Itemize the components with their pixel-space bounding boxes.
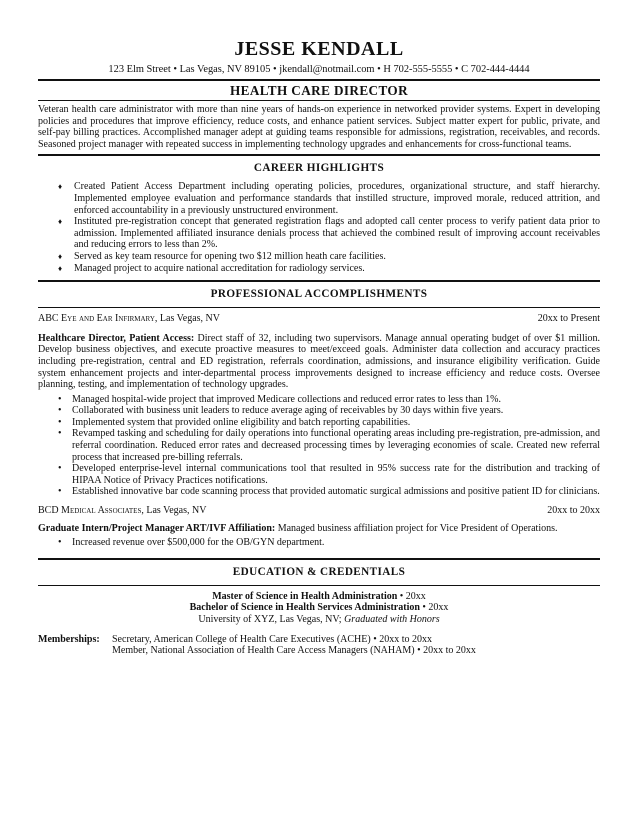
degree-master: Master of Science in Health Administration • 20xx	[212, 590, 426, 602]
bullet-icon: •	[58, 393, 62, 405]
honors: Graduated with Honors	[344, 614, 440, 625]
list-item: • Collaborated with business unit leaders to reduce average aging of receivables by 30 days within five years.	[58, 405, 504, 417]
list-item: ♦ Managed project to acquire national accreditation for radiology services.	[58, 262, 365, 274]
list-item: ♦ Served as key team resource for opening two $12 million heath care facilities.	[58, 250, 386, 262]
list-item: • Established innovative bar code scanning process that provided automatic surgical admissions and positive patient ID for clinicians.	[58, 486, 600, 498]
memberships-label: Memberships:	[38, 633, 100, 645]
bullet-icon: •	[58, 416, 62, 428]
job-line-abc	[38, 313, 600, 325]
membership-item: Member, National Association of Health Care Access Managers (NAHAM) • 20xx to 20xx	[112, 645, 476, 657]
employer-location: , Las Vegas, NV	[141, 505, 207, 517]
employer-location: , Las Vegas, NV	[154, 313, 220, 325]
memberships	[38, 634, 600, 657]
list-item: • Implemented system that provided online eligibility and batch reporting capabilities.	[58, 416, 411, 428]
job-role: Healthcare Director, Patient Access:	[38, 332, 195, 344]
bullet-icon: •	[58, 428, 62, 440]
diamond-bullet-icon: ♦	[58, 251, 63, 261]
header-divider	[38, 79, 600, 81]
job-line-bcd	[38, 505, 600, 517]
list-item: • Revamped tasking and scheduling for daily operations into functional operating areas including pre-registration, pre-admission, and referral coordination. Reduced error rates and decreased processing times by leveraging economies of scale. Created new referral process that increased pre-billing referrals.	[58, 428, 600, 463]
job-description: Graduate Intern/Project Manager ART/IVF Affiliation: Managed business affiliation project for Vice President of Operations.	[38, 522, 558, 534]
job-title: HEALTH CARE DIRECTOR	[229, 83, 408, 98]
career-highlights-list	[38, 181, 600, 274]
highlights-divider	[38, 280, 600, 282]
job-bullets-bcd	[38, 537, 600, 549]
list-item: • Developed enterprise-level internal communications tool that resulted in 95% success rate for the distribution and tracking of HIPAA Notice of Privacy Practices notifications.	[58, 463, 600, 486]
education-divider	[38, 585, 600, 586]
employer-name: ABC Eye and Ear Infirmary	[38, 313, 155, 325]
summary-divider	[38, 154, 600, 156]
career-highlights-heading: CAREER HIGHLIGHTS	[253, 162, 385, 175]
diamond-bullet-icon: ♦	[58, 263, 63, 273]
degree-bachelor: Bachelor of Science in Health Services Administration • 20xx	[189, 602, 449, 614]
job-role: Graduate Intern/Project Manager ART/IVF Affiliation:	[38, 522, 276, 534]
bullet-icon: •	[58, 537, 62, 549]
diamond-bullet-icon: ♦	[58, 217, 63, 227]
bullet-icon: •	[58, 486, 62, 498]
list-item: ♦ Created Patient Access Department including operating policies, procedures, organizational structure, and staff hierarchy. Implemented employee evaluation and performance standards that instilled structure, improved morale, reduced attrition, and enforced accountability in a previously unstructured environment.	[58, 181, 600, 216]
employer-name: BCD Medical Associates	[38, 505, 142, 517]
diamond-bullet-icon: ♦	[58, 182, 63, 192]
education-heading: EDUCATION & CREDENTIALS	[232, 565, 406, 578]
job-dates: 20xx to 20xx	[547, 505, 600, 517]
list-item: • Increased revenue over $500,000 for the OB/GYN department.	[58, 537, 325, 549]
membership-item: Secretary, American College of Health Care Executives (ACHE) • 20xx to 20xx	[112, 633, 432, 645]
accomplishments-divider	[38, 307, 600, 308]
school-line: University of XYZ, Las Vegas, NV; Graduated with Honors	[198, 614, 440, 625]
job-description: Healthcare Director, Patient Access: Direct staff of 32, including two supervisors. Manage annual operating budget of over $1 million. Develop business objectives, and execute proactive measures to meet/exceed goals. Administer data collection and accuracy practices including pre-registration, central and ED registration, referrals coordination, admissions, and insurance eligibility verification. Guide system enhancement projects and inter-departmental process improvements designed to increase efficiency and reduce costs. Oversee planning, testing, and implementation of technology upgrades.	[38, 332, 600, 391]
bullet-icon: •	[58, 463, 62, 475]
candidate-name: JESSE KENDALL	[234, 38, 404, 60]
list-item: ♦ Instituted pre-registration concept that generated registration flags and adopted call center process to verify patient data prior to admission. Implemented affiliated insurance denials process that achieved the combined result of improving account receivables and reducing errors to less than 2%.	[58, 216, 600, 251]
accomplishments-end-divider	[38, 558, 600, 560]
contact-line: 123 Elm Street • Las Vegas, NV 89105 • jkendall@notmail.com • H 702-555-5555 • C 702-444-4444	[108, 64, 530, 75]
accomplishments-heading: PROFESSIONAL ACCOMPLISHMENTS	[210, 288, 428, 301]
bullet-icon: •	[58, 405, 62, 417]
list-item: • Managed hospital-wide project that improved Medicare collections and reduced error rates to less than 1%.	[58, 393, 502, 405]
job-bullets-abc	[38, 394, 600, 498]
job-dates: 20xx to Present	[537, 313, 600, 325]
title-divider	[38, 100, 600, 101]
summary-paragraph: Veteran health care administrator with more than nine years of hands-on experience in networked provider systems. Expert in developing policies and procedures that improve efficiency, reduce costs, and enhance patient services. Subject matter expert for public, private, and self-pay billing practices. Accomplished manager adept at guiding teams responsible for admissions, registration, receivables, and records. Seasoned project manager with repeated success in implementing technology upgrades and enhancements for cross-functional teams.	[38, 104, 600, 150]
